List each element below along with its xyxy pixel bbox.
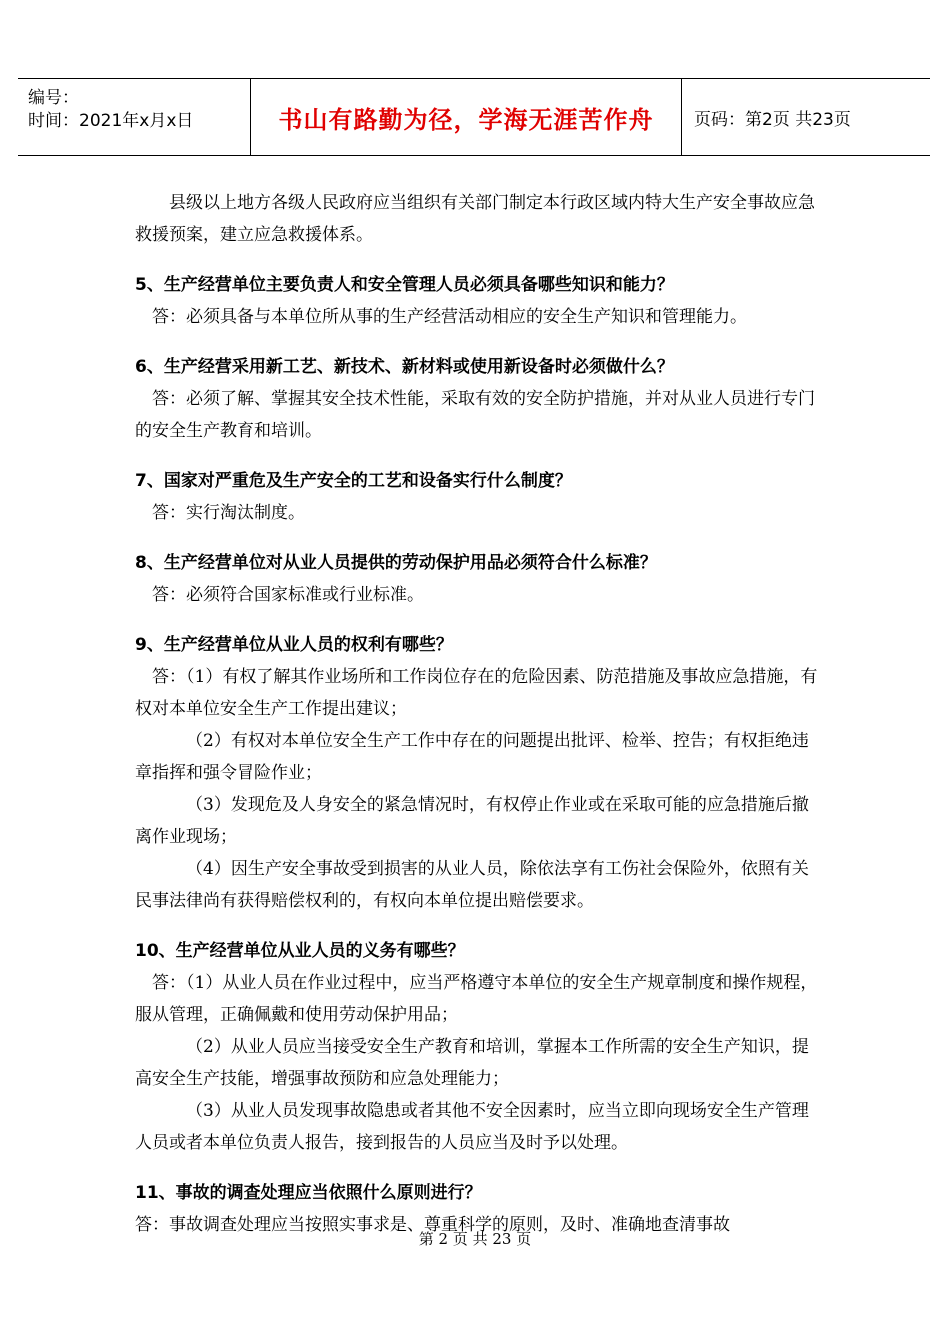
answer-subpoint: （2）有权对本单位安全生产工作中存在的问题提出批评、检举、控告；有权拒绝违章指挥和强令冒险作业； (135, 731, 809, 783)
header-page-info: 页码：第2页 共23页 (694, 109, 851, 130)
answer-paragraph: 答：（1）有权了解其作业场所和工作岗位存在的危险因素、防范措施及事故应急措施，有权对本单位安全生产工作提出建议； (135, 667, 818, 719)
answer-paragraph: 答：事故调查处理应当按照实事求是、尊重科学的原则，及时、准确地查清事故 (135, 1215, 730, 1235)
header-motto: 书山有路勤为径，学海无涯苦作舟 (251, 79, 682, 155)
answer-paragraph: 答：必须具备与本单位所从事的生产经营活动相应的安全生产知识和管理能力。 (152, 307, 747, 327)
answer-paragraph: 答：必须了解、掌握其安全技术性能，采取有效的安全防护措施，并对从业人员进行专门的安全生产教育和培训。 (135, 389, 815, 441)
qa-item (135, 935, 825, 1159)
question-heading: 5、生产经营单位主要负责人和安全管理人员必须具备哪些知识和能力？ (135, 275, 674, 295)
page-header (18, 78, 930, 156)
document-number-label: 编号： (28, 88, 79, 108)
answer-subpoint: （3）从业人员发现事故隐患或者其他不安全因素时，应当立即向现场安全生产管理人员或者本单位负责人报告，接到报告的人员应当及时予以处理。 (135, 1101, 809, 1153)
document-body (135, 187, 825, 1241)
page-footer: 第 2 页 共 23 页 (418, 1230, 532, 1248)
qa-item (135, 269, 825, 333)
answer-paragraph: 答：（1）从业人员在作业过程中，应当严格遵守本单位的安全生产规章制度和操作规程，服从管理，正确佩戴和使用劳动保护用品； (135, 973, 818, 1025)
question-heading: 10、生产经营单位从业人员的义务有哪些？ (135, 941, 465, 961)
answer-subpoint: （3）发现危及人身安全的紧急情况时，有权停止作业或在采取可能的应急措施后撤离作业现场； (135, 795, 809, 847)
qa-item (135, 351, 825, 447)
answer-paragraph: 答：必须符合国家标准或行业标准。 (152, 585, 424, 605)
header-meta (18, 79, 251, 155)
question-heading: 9、生产经营单位从业人员的权利有哪些？ (135, 635, 453, 655)
question-heading: 8、生产经营单位对从业人员提供的劳动保护用品必须符合什么标准？ (135, 553, 657, 573)
document-time-label: 时间：2021年x月x日 (28, 111, 194, 131)
answer-subpoint: （4）因生产安全事故受到损害的从业人员，除依法享有工伤社会保险外，依照有关民事法律尚有获得赔偿权利的，有权向本单位提出赔偿要求。 (135, 859, 809, 911)
qa-item (135, 465, 825, 529)
intro-paragraph: 县级以上地方各级人民政府应当组织有关部门制定本行政区域内特大生产安全事故应急救援预案，建立应急救援体系。 (135, 193, 815, 245)
question-heading: 6、生产经营采用新工艺、新技术、新材料或使用新设备时必须做什么？ (135, 357, 674, 377)
answer-subpoint: （2）从业人员应当接受安全生产教育和培训，掌握本工作所需的安全生产知识，提高安全生产技能，增强事故预防和应急处理能力； (135, 1037, 809, 1089)
qa-item (135, 629, 825, 917)
qa-item (135, 547, 825, 611)
answer-paragraph: 答：实行淘汰制度。 (152, 503, 305, 523)
question-heading: 7、国家对严重危及生产安全的工艺和设备实行什么制度？ (135, 471, 572, 491)
question-heading: 11、事故的调查处理应当依照什么原则进行？ (135, 1183, 482, 1203)
